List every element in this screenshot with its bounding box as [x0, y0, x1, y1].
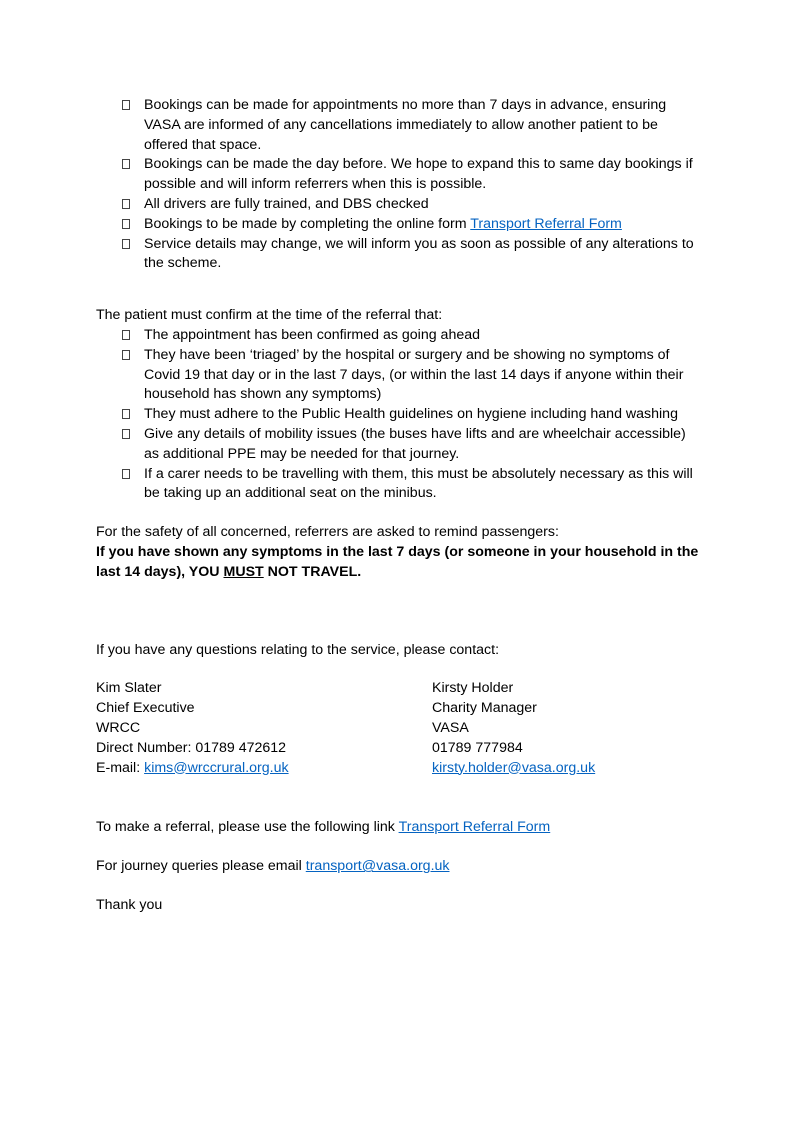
questions-line: If you have any questions relating to the service, please contact: [96, 641, 500, 658]
list-item: Bookings can be made for appointments no more than 7 days in advance, ensuring VASA are informed of any cancellations immediately to allow another patient to be offered that space. [96, 96, 700, 155]
email-link-transport[interactable]: transport@vasa.org.uk [305, 858, 450, 875]
checkbox-bullet-icon [122, 219, 130, 229]
journey-line: For journey queries please email transport@vasa.org.uk [96, 858, 450, 875]
safety-intro: For the safety of all concerned, referrers are asked to remind passengers: [96, 524, 559, 541]
list-item: The appointment has been confirmed as going ahead [96, 326, 700, 346]
checkbox-bullet-icon [122, 469, 130, 479]
email-link-kirsty[interactable]: kirsty.holder@vasa.org.uk [432, 759, 596, 776]
patient-intro: The patient must confirm at the time of the referral that: [96, 307, 443, 324]
contact-email-row [432, 759, 595, 779]
contact-phone: 01789 777984 [432, 739, 523, 756]
checkbox-bullet-icon [122, 330, 130, 340]
contact-name: Kim Slater [96, 680, 162, 697]
checkbox-bullet-icon [122, 159, 130, 169]
checkbox-bullet-icon [122, 409, 130, 419]
referral-line: To make a referral, please use the following link Transport Referral Form [96, 819, 551, 836]
checkbox-bullet-icon [122, 199, 130, 209]
contact-name: Kirsty Holder [432, 680, 514, 697]
booking-conditions-list [96, 96, 700, 274]
contact-org: VASA [432, 719, 469, 736]
list-item: Bookings to be made by completing the online form Transport Referral Form [96, 215, 700, 235]
list-item: They must adhere to the Public Health guidelines on hygiene including hand washing [96, 405, 700, 425]
thanks-line: Thank you [96, 896, 163, 913]
list-item: They have been ‘triaged’ by the hospital or surgery and be showing no symptoms of Covid 19 that day or in the last 7 days, (or within the last 14 days if anyone within their household has shown any symptoms) [96, 346, 700, 405]
contact-email-row: E-mail: kims@wrccrural.org.uk [96, 759, 289, 776]
email-link-kims[interactable]: kims@wrccrural.org.uk [144, 759, 289, 776]
contact-role: Charity Manager [432, 700, 537, 717]
list-item: If a carer needs to be travelling with them, this must be absolutely necessary as this will be taking up an additional seat on the minibus. [96, 465, 700, 505]
checkbox-bullet-icon [122, 239, 130, 249]
contact-wrcc [96, 679, 289, 778]
contact-role: Chief Executive [96, 700, 195, 717]
contact-vasa [432, 679, 595, 778]
transport-referral-form-link[interactable]: Transport Referral Form [398, 819, 551, 836]
document-page [96, 96, 700, 916]
list-item: Bookings can be made the day before. We hope to expand this to same day bookings if possible and will inform referrers when this is possible. [96, 155, 700, 195]
checkbox-bullet-icon [122, 350, 130, 360]
contacts-block [96, 679, 700, 779]
contact-org: WRCC [96, 719, 141, 736]
list-item: Service details may change, we will inform you as soon as possible of any alterations to the scheme. [96, 235, 700, 275]
list-item: All drivers are fully trained, and DBS checked [96, 195, 700, 215]
transport-referral-form-link[interactable]: Transport Referral Form [470, 215, 622, 232]
contact-phone: Direct Number: 01789 472612 [96, 739, 287, 756]
list-item: Give any details of mobility issues (the buses have lifts and are wheelchair accessible) as additional PPE may be needed for that journey. [96, 425, 700, 465]
checkbox-bullet-icon [122, 100, 130, 110]
checkbox-bullet-icon [122, 429, 130, 439]
travel-warning: If you have shown any symptoms in the last 7 days (or someone in your household in the last 14 days), YOU MUST NOT TRAVEL. [96, 543, 699, 580]
patient-confirm-list [96, 326, 700, 504]
